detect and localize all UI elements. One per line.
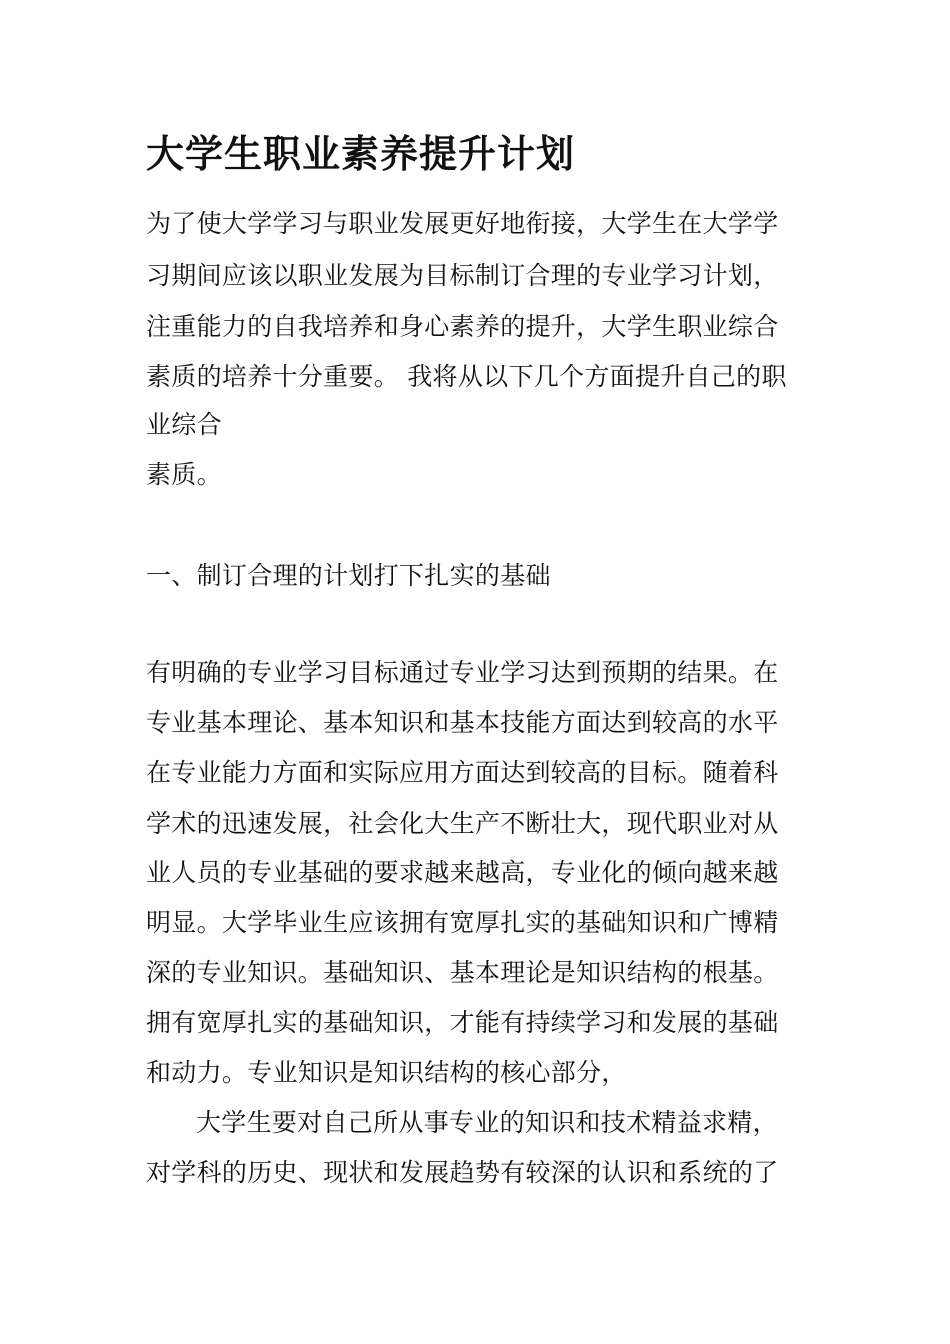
paragraph-line: 大学生要对自己所从事专业的知识和技术精益求精， [196,1108,778,1137]
intro-line: 业综合 [146,410,222,439]
paragraph-line: 对学科的历史、现状和发展趋势有较深的认识和系统的了 [146,1158,779,1187]
section-heading: 一、制订合理的计划打下扎实的基础 [146,561,551,590]
body-line: 拥有宽厚扎实的基础知识，才能有持续学习和发展的基础 [146,1008,779,1037]
intro-line: 注重能力的自我培养和身心素养的提升，大学生职业综合 [146,312,779,341]
intro-line: 为了使大学学习与职业发展更好地衔接，大学生在大学学 [146,209,779,238]
document-title: 大学生职业素养提升计划 [146,131,576,176]
body-line: 学术的迅速发展，社会化大生产不断壮大，现代职业对从 [146,809,779,838]
intro-line: 习期间应该以职业发展为目标制订合理的专业学习计划， [146,261,779,290]
body-line: 明显。大学毕业生应该拥有宽厚扎实的基础知识和广博精 [146,908,779,937]
body-line: 有明确的专业学习目标通过专业学习达到预期的结果。在 [146,658,779,687]
body-line: 专业基本理论、基本知识和基本技能方面达到较高的水平 [146,708,779,737]
intro-line: 素质。 [146,460,222,489]
intro-line: 素质的培养十分重要。 我将从以下几个方面提升自己的职 [146,362,787,391]
body-line: 和动力。专业知识是知识结构的核心部分， [146,1058,627,1087]
body-line: 在专业能力方面和实际应用方面达到较高的目标。随着科 [146,758,779,787]
body-line: 深的专业知识。基础知识、基本理论是知识结构的根基。 [146,958,779,987]
body-line: 业人员的专业基础的要求越来越高，专业化的倾向越来越 [146,858,779,887]
